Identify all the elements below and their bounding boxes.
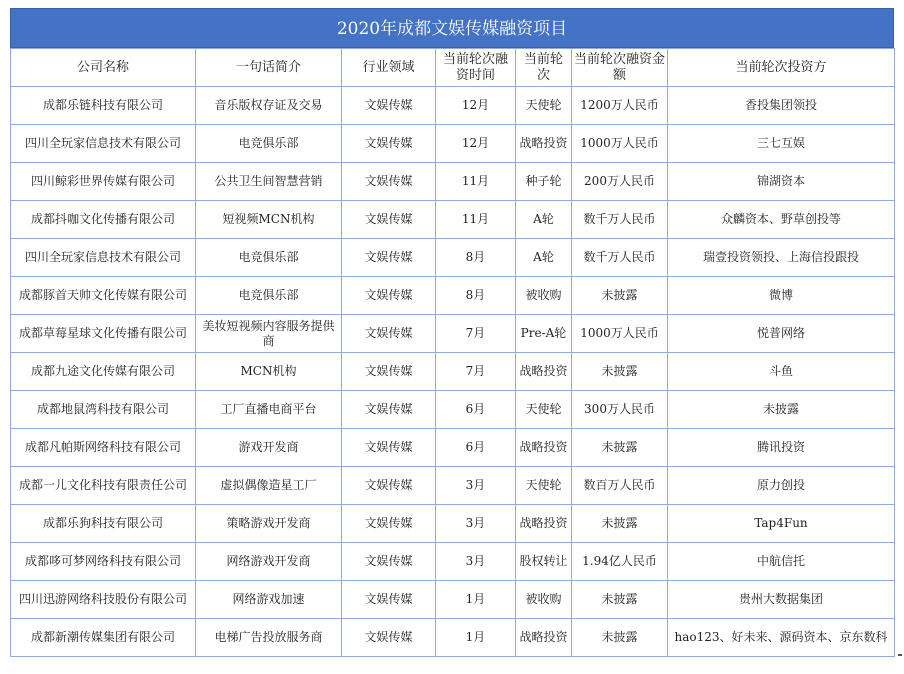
- round-cell: 股权转让: [516, 543, 572, 581]
- investor-cell: 腾讯投资: [668, 429, 895, 467]
- investor-cell: 香投集团领投: [668, 87, 895, 125]
- round-cell: 战略投资: [516, 353, 572, 391]
- table-row: [11, 239, 895, 277]
- time-cell: 1月: [436, 619, 516, 657]
- header-round: 当前轮次: [516, 49, 572, 87]
- field-cell: 文娱传媒: [342, 277, 436, 315]
- time-cell: 12月: [436, 125, 516, 163]
- round-cell: A轮: [516, 239, 572, 277]
- intro-cell: 电竞俱乐部: [196, 239, 342, 277]
- round-cell: 战略投资: [516, 505, 572, 543]
- round-cell: 战略投资: [516, 429, 572, 467]
- round-cell: 被收购: [516, 581, 572, 619]
- round-cell: A轮: [516, 201, 572, 239]
- investor-cell: 悦普网络: [668, 315, 895, 353]
- time-cell: 8月: [436, 239, 516, 277]
- company-cell: 成都豚首天帅文化传媒有限公司: [11, 277, 196, 315]
- amount-cell: 未披露: [572, 581, 668, 619]
- company-cell: 四川迅游网络科技股份有限公司: [11, 581, 196, 619]
- round-cell: 战略投资: [516, 125, 572, 163]
- amount-cell: 数千万人民币: [572, 239, 668, 277]
- table-row: [11, 163, 895, 201]
- investor-cell: 原力创投: [668, 467, 895, 505]
- investor-cell: hao123、好未来、源码资本、京东数科: [668, 619, 895, 657]
- field-cell: 文娱传媒: [342, 201, 436, 239]
- field-cell: 文娱传媒: [342, 239, 436, 277]
- time-cell: 12月: [436, 87, 516, 125]
- table-title: 2020年成都文娱传媒融资项目: [10, 8, 894, 48]
- intro-cell: 策略游戏开发商: [196, 505, 342, 543]
- table-row: [11, 467, 895, 505]
- round-cell: 种子轮: [516, 163, 572, 201]
- header-company: 公司名称: [11, 49, 196, 87]
- time-cell: 7月: [436, 315, 516, 353]
- header-field: 行业领域: [342, 49, 436, 87]
- round-cell: 被收购: [516, 277, 572, 315]
- amount-cell: 数百万人民币: [572, 467, 668, 505]
- intro-cell: 电梯广告投放服务商: [196, 619, 342, 657]
- header-investor: 当前轮次投资方: [668, 49, 895, 87]
- intro-cell: MCN机构: [196, 353, 342, 391]
- time-cell: 11月: [436, 201, 516, 239]
- round-cell: 天使轮: [516, 467, 572, 505]
- amount-cell: 未披露: [572, 619, 668, 657]
- field-cell: 文娱传媒: [342, 87, 436, 125]
- intro-cell: 公共卫生间智慧营销: [196, 163, 342, 201]
- time-cell: 11月: [436, 163, 516, 201]
- table-row: [11, 619, 895, 657]
- amount-cell: 未披露: [572, 277, 668, 315]
- investor-cell: Tap4Fun: [668, 505, 895, 543]
- table-row: [11, 87, 895, 125]
- round-cell: 天使轮: [516, 391, 572, 429]
- amount-cell: 未披露: [572, 429, 668, 467]
- intro-cell: 美妆短视频内容服务提供商: [196, 315, 342, 353]
- amount-cell: 未披露: [572, 353, 668, 391]
- round-cell: Pre-A轮: [516, 315, 572, 353]
- company-cell: 成都乐狗科技有限公司: [11, 505, 196, 543]
- field-cell: 文娱传媒: [342, 391, 436, 429]
- header-intro: 一句话简介: [196, 49, 342, 87]
- field-cell: 文娱传媒: [342, 467, 436, 505]
- company-cell: 四川鲸彩世界传媒有限公司: [11, 163, 196, 201]
- intro-cell: 虚拟偶像造星工厂: [196, 467, 342, 505]
- amount-cell: 未披露: [572, 505, 668, 543]
- company-cell: 成都一儿文化科技有限责任公司: [11, 467, 196, 505]
- time-cell: 6月: [436, 391, 516, 429]
- table-row: [11, 277, 895, 315]
- financing-sheet: [10, 8, 894, 657]
- table-row: [11, 505, 895, 543]
- company-cell: 成都乐链科技有限公司: [11, 87, 196, 125]
- company-cell: 成都哆可梦网络科技有限公司: [11, 543, 196, 581]
- time-cell: 6月: [436, 429, 516, 467]
- company-cell: 成都新潮传媒集团有限公司: [11, 619, 196, 657]
- table-row: [11, 201, 895, 239]
- company-cell: 四川全玩家信息技术有限公司: [11, 125, 196, 163]
- intro-cell: 网络游戏加速: [196, 581, 342, 619]
- company-cell: 成都抖咖文化传播有限公司: [11, 201, 196, 239]
- header-time: 当前轮次融资时间: [436, 49, 516, 87]
- amount-cell: 1200万人民币: [572, 87, 668, 125]
- intro-cell: 网络游戏开发商: [196, 543, 342, 581]
- amount-cell: 1000万人民币: [572, 315, 668, 353]
- table-row: [11, 429, 895, 467]
- table-row: [11, 543, 895, 581]
- time-cell: 1月: [436, 581, 516, 619]
- company-cell: 成都凡帕斯网络科技有限公司: [11, 429, 196, 467]
- intro-cell: 游戏开发商: [196, 429, 342, 467]
- investor-cell: 未披露: [668, 391, 895, 429]
- intro-cell: 短视频MCN机构: [196, 201, 342, 239]
- field-cell: 文娱传媒: [342, 505, 436, 543]
- header-amount: 当前轮次融资金额: [572, 49, 668, 87]
- field-cell: 文娱传媒: [342, 315, 436, 353]
- edge-mark: [898, 654, 902, 656]
- company-cell: 成都草莓星球文化传播有限公司: [11, 315, 196, 353]
- amount-cell: 数千万人民币: [572, 201, 668, 239]
- company-cell: 四川全玩家信息技术有限公司: [11, 239, 196, 277]
- amount-cell: 1.94亿人民币: [572, 543, 668, 581]
- investor-cell: 众麟资本、野草创投等: [668, 201, 895, 239]
- field-cell: 文娱传媒: [342, 619, 436, 657]
- company-cell: 成都九途文化传媒有限公司: [11, 353, 196, 391]
- table-row: [11, 125, 895, 163]
- round-cell: 战略投资: [516, 619, 572, 657]
- investor-cell: 斗鱼: [668, 353, 895, 391]
- time-cell: 3月: [436, 467, 516, 505]
- time-cell: 8月: [436, 277, 516, 315]
- amount-cell: 200万人民币: [572, 163, 668, 201]
- financing-table: [10, 48, 895, 657]
- field-cell: 文娱传媒: [342, 581, 436, 619]
- amount-cell: 300万人民币: [572, 391, 668, 429]
- investor-cell: 微博: [668, 277, 895, 315]
- table-row: [11, 353, 895, 391]
- investor-cell: 贵州大数据集团: [668, 581, 895, 619]
- time-cell: 3月: [436, 505, 516, 543]
- header-row: [11, 49, 895, 87]
- company-cell: 成都地鼠湾科技有限公司: [11, 391, 196, 429]
- field-cell: 文娱传媒: [342, 125, 436, 163]
- table-row: [11, 391, 895, 429]
- field-cell: 文娱传媒: [342, 429, 436, 467]
- table-row: [11, 581, 895, 619]
- investor-cell: 三七互娱: [668, 125, 895, 163]
- round-cell: 天使轮: [516, 87, 572, 125]
- intro-cell: 电竞俱乐部: [196, 277, 342, 315]
- time-cell: 7月: [436, 353, 516, 391]
- investor-cell: 中航信托: [668, 543, 895, 581]
- intro-cell: 音乐版权存证及交易: [196, 87, 342, 125]
- field-cell: 文娱传媒: [342, 353, 436, 391]
- investor-cell: 瑞壹投资领投、上海信投跟投: [668, 239, 895, 277]
- field-cell: 文娱传媒: [342, 543, 436, 581]
- amount-cell: 1000万人民币: [572, 125, 668, 163]
- table-row: [11, 315, 895, 353]
- field-cell: 文娱传媒: [342, 163, 436, 201]
- intro-cell: 工厂直播电商平台: [196, 391, 342, 429]
- time-cell: 3月: [436, 543, 516, 581]
- investor-cell: 锦湖资本: [668, 163, 895, 201]
- intro-cell: 电竞俱乐部: [196, 125, 342, 163]
